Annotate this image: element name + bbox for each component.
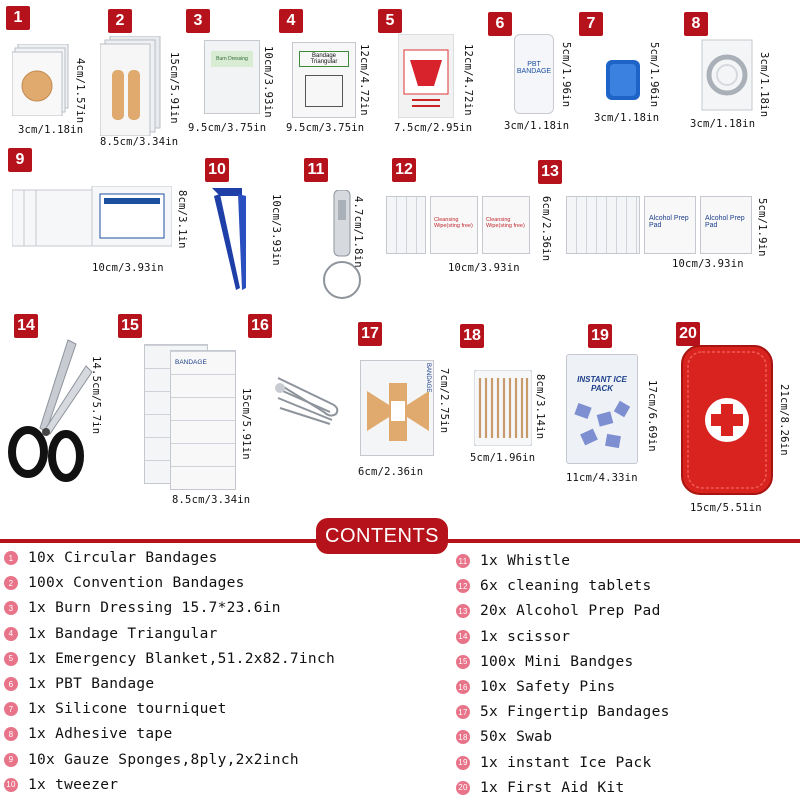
item-5-height-dim: 12cm/4.72in <box>462 44 474 116</box>
swab-image <box>474 370 532 446</box>
item-5-width-dim: 7.5cm/2.95in <box>394 122 473 134</box>
item-7-width-dim: 3cm/1.18in <box>594 112 660 124</box>
mini-bandage-label: BANDAGE <box>170 350 236 490</box>
list-number-bullet: 14 <box>456 630 470 644</box>
list-item-text: 1x scissor <box>480 628 571 645</box>
item-number-badge: 7 <box>579 12 603 36</box>
item-19-height-dim: 17cm/6.69in <box>646 380 658 452</box>
contents-list-item <box>456 704 670 720</box>
contents-list-item <box>456 553 570 569</box>
contents-list-item <box>456 603 661 619</box>
contents-list-item <box>456 629 570 645</box>
list-item-text: 100x Mini Bandges <box>480 653 634 670</box>
item-1-width-dim: 3cm/1.18in <box>18 124 84 136</box>
cleansing-wipe-label-1: Cleansing Wipe(sting free) <box>430 196 478 254</box>
list-number-bullet: 5 <box>4 652 18 666</box>
pbt-bandage-label: PBT BANDAGE <box>516 61 552 75</box>
item-13-width-dim: 10cm/3.93in <box>672 258 744 270</box>
item-18-height-dim: 8cm/3.14in <box>534 374 546 440</box>
circular-bandage-image <box>12 44 72 116</box>
list-number-bullet: 1 <box>4 551 18 565</box>
emergency-blanket-image <box>398 34 454 118</box>
item-number-badge: 19 <box>588 324 612 348</box>
contents-list-item <box>456 729 552 745</box>
list-item-text: 1x instant Ice Pack <box>480 754 652 771</box>
item-number-badge: 10 <box>205 158 229 182</box>
gauze-sponges-image <box>12 186 172 250</box>
first-aid-kit-image <box>680 344 776 496</box>
list-number-bullet: 10 <box>4 778 18 792</box>
item-18-width-dim: 5cm/1.96in <box>470 452 536 464</box>
contents-list-item <box>4 651 335 667</box>
contents-list-item <box>4 752 299 768</box>
contents-list-item <box>4 600 281 616</box>
item-number-badge: 14 <box>14 314 38 338</box>
silicone-tourniquet-image <box>604 56 644 106</box>
contents-list-item <box>4 726 172 742</box>
item-10-height-dim: 10cm/3.93in <box>270 194 282 266</box>
ice-pack-label: INSTANT ICE PACK <box>577 375 627 393</box>
item-9-height-dim: 8cm/3.1in <box>176 190 188 249</box>
item-6-width-dim: 3cm/1.18in <box>504 120 570 132</box>
item-number-badge: 6 <box>488 12 512 36</box>
item-19-width-dim: 11cm/4.33in <box>566 472 638 484</box>
contents-list-item <box>4 550 218 566</box>
list-number-bullet: 8 <box>4 727 18 741</box>
list-item-text: 6x cleaning tablets <box>480 578 652 595</box>
item-14-height-dim: 14.5cm/5.7in <box>90 356 102 435</box>
alcohol-prep-pad-label-1: Alcohol Prep Pad <box>644 196 696 254</box>
item-15-width-dim: 8.5cm/3.34in <box>172 494 251 506</box>
item-1-height-dim: 4cm/1.57in <box>74 58 86 124</box>
item-number-badge: 9 <box>8 148 32 172</box>
contents-list-item <box>4 575 245 591</box>
item-11-height-dim: 4.7cm/1.8in <box>352 196 364 268</box>
tweezer-image <box>202 186 266 294</box>
cleansing-wipes-image <box>386 196 536 254</box>
contents-list-item <box>4 777 118 793</box>
item-number-badge: 1 <box>6 6 30 30</box>
item-8-height-dim: 3cm/1.18in <box>758 52 770 118</box>
item-number-badge: 4 <box>279 9 303 33</box>
list-number-bullet: 3 <box>4 601 18 615</box>
item-number-badge: 18 <box>460 324 484 348</box>
fingertip-bandage-label: BANDAGE <box>425 363 431 393</box>
list-number-bullet: 2 <box>4 576 18 590</box>
list-number-bullet: 7 <box>4 702 18 716</box>
item-number-badge: 17 <box>358 322 382 346</box>
list-number-bullet: 4 <box>4 627 18 641</box>
adhesive-tape-image <box>700 38 754 112</box>
item-13-height-dim: 5cm/1.9in <box>756 198 768 257</box>
item-3-height-dim: 10cm/3.93in <box>262 46 274 118</box>
safety-pins-image <box>272 368 346 428</box>
item-2-width-dim: 8.5cm/3.34in <box>100 136 179 148</box>
list-number-bullet: 13 <box>456 604 470 618</box>
scissor-image <box>6 336 98 488</box>
contents-list-item <box>4 701 227 717</box>
contents-list-item <box>456 578 652 594</box>
pbt-bandage-image <box>514 34 554 114</box>
contents-list-item <box>4 626 218 642</box>
item-number-badge: 11 <box>304 158 328 182</box>
bandage-triangular-image <box>292 42 356 118</box>
item-number-badge: 5 <box>378 9 402 33</box>
item-4-height-dim: 12cm/4.72in <box>358 44 370 116</box>
item-number-badge: 15 <box>118 314 142 338</box>
item-7-height-dim: 5cm/1.96in <box>648 42 660 108</box>
item-6-height-dim: 5cm/1.96in <box>560 42 572 108</box>
convention-bandage-image <box>100 36 164 136</box>
burn-dressing-image <box>204 40 260 114</box>
item-number-badge: 8 <box>684 12 708 36</box>
list-number-bullet: 12 <box>456 579 470 593</box>
list-item-text: 1x Burn Dressing 15.7*23.6in <box>28 600 281 617</box>
item-number-badge: 3 <box>186 9 210 33</box>
alcohol-prep-pad-image <box>566 196 752 254</box>
contents-list-item <box>4 676 154 692</box>
burn-dressing-label: Burn Dressing <box>211 51 253 67</box>
list-item-text: 10x Gauze Sponges,8ply,2x2inch <box>28 751 299 768</box>
list-item-text: 10x Safety Pins <box>480 679 616 695</box>
item-number-badge: 2 <box>108 9 132 33</box>
item-20-width-dim: 15cm/5.51in <box>690 502 762 514</box>
item-3-width-dim: 9.5cm/3.75in <box>188 122 267 134</box>
list-number-bullet: 19 <box>456 756 470 770</box>
item-number-badge: 13 <box>538 160 562 184</box>
item-17-width-dim: 6cm/2.36in <box>358 466 424 478</box>
list-number-bullet: 20 <box>456 781 470 795</box>
item-12-width-dim: 10cm/3.93in <box>448 262 520 274</box>
item-number-badge: 12 <box>392 158 416 182</box>
bandage-triangular-label: Bandage Triangular <box>299 51 349 67</box>
alcohol-prep-pad-label-2: Alcohol Prep Pad <box>700 196 752 254</box>
list-item-text: 5x Fingertip Bandages <box>480 704 670 721</box>
list-item-text: 1x Bandage Triangular <box>28 625 218 642</box>
item-20-height-dim: 21cm/8.26in <box>778 384 790 456</box>
contents-list-item <box>456 780 624 796</box>
instant-ice-pack-image <box>566 354 638 464</box>
list-item-text: 20x Alcohol Prep Pad <box>480 603 661 620</box>
list-item-text: 1x PBT Bandage <box>28 676 155 692</box>
list-item-text: 100x Convention Bandages <box>28 575 245 592</box>
list-item-text: 1x Silicone tourniquet <box>28 701 227 718</box>
list-item-text: 1x First Aid Kit <box>480 779 625 796</box>
contents-banner: CONTENTS <box>316 518 448 554</box>
list-number-bullet: 6 <box>4 677 18 691</box>
list-item-text: 1x tweezer <box>28 776 119 793</box>
list-number-bullet: 17 <box>456 705 470 719</box>
cleansing-wipe-label-2: Cleansing Wipe(sting free) <box>482 196 530 254</box>
list-number-bullet: 15 <box>456 655 470 669</box>
fingertip-bandages-image <box>360 360 434 456</box>
item-15-height-dim: 15cm/5.91in <box>240 388 252 460</box>
item-2-height-dim: 15cm/5.91in <box>168 52 180 124</box>
list-number-bullet: 11 <box>456 554 470 568</box>
list-item-text: 1x Adhesive tape <box>28 726 173 743</box>
item-4-width-dim: 9.5cm/3.75in <box>286 122 365 134</box>
list-number-bullet: 9 <box>4 753 18 767</box>
contents-list-item <box>456 654 634 670</box>
item-number-badge: 20 <box>676 322 700 346</box>
contents-list-item <box>456 679 615 695</box>
mini-bandages-image <box>144 344 236 490</box>
item-17-height-dim: 7cm/2.75in <box>438 368 450 434</box>
list-item-text: 1x Emergency Blanket,51.2x82.7inch <box>28 650 336 667</box>
list-number-bullet: 16 <box>456 680 470 694</box>
item-12-height-dim: 6cm/2.36in <box>540 196 552 262</box>
list-number-bullet: 18 <box>456 730 470 744</box>
contents-list-item <box>456 755 652 771</box>
list-item-text: 50x Swab <box>480 729 553 746</box>
list-item-text: 1x Whistle <box>480 553 571 569</box>
item-8-width-dim: 3cm/1.18in <box>690 118 756 130</box>
item-9-width-dim: 10cm/3.93in <box>92 262 164 274</box>
list-item-text: 10x Circular Bandages <box>28 550 218 566</box>
item-number-badge: 16 <box>248 314 272 338</box>
